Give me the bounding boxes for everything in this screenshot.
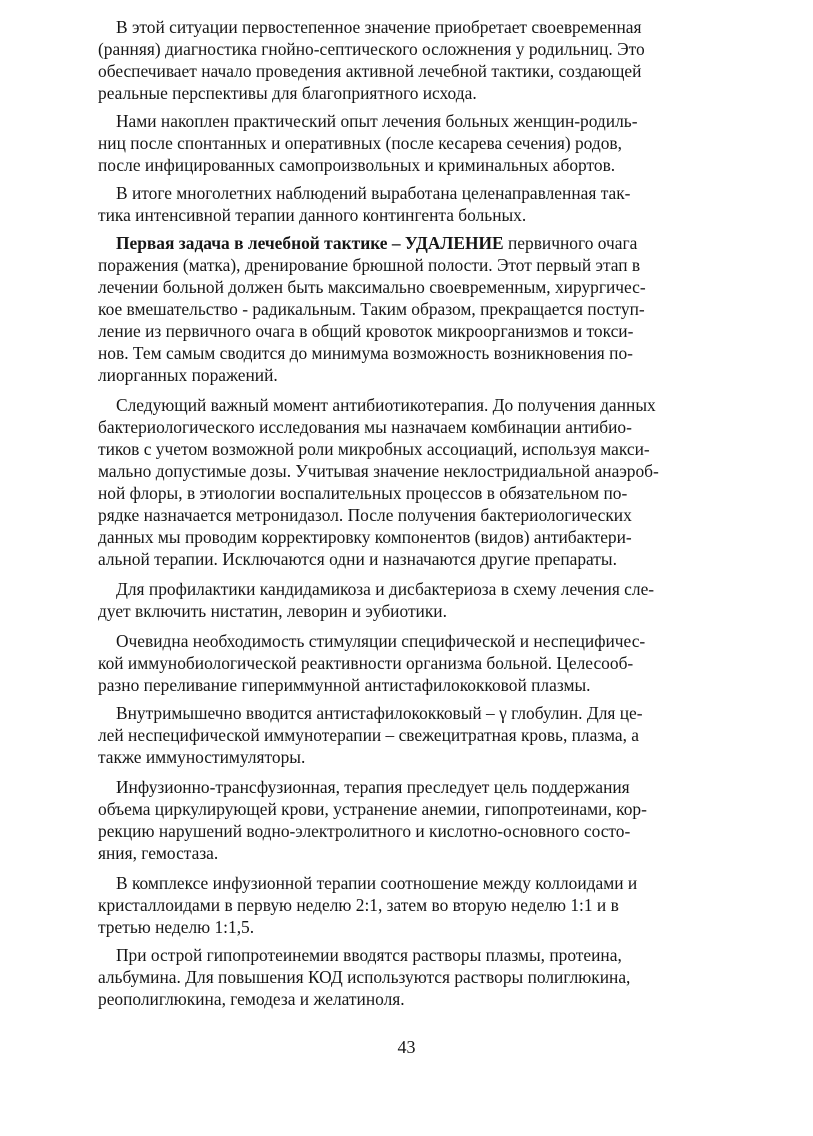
text-line: разно переливание гипериммунной антистафилококковой плазмы. <box>98 675 591 695</box>
text-line: лечении больной должен быть максимально своевременным, хирургичес- <box>98 277 646 297</box>
text-fragment: первичного очага <box>503 233 638 253</box>
text-line: В комплексе инфузионной терапии соотношение между коллоидами и <box>116 873 638 893</box>
text-line: реополиглюкина, гемодеза и желатиноля. <box>98 989 405 1009</box>
text-line: рядке назначается метронидазол. После получения бактериологических <box>98 505 632 525</box>
text-line: В этой ситуации первостепенное значение приобретает своевременная <box>116 17 642 37</box>
text-line: Следующий важный момент антибиотикотерапия. До получения данных <box>116 395 656 415</box>
text-line <box>116 232 637 254</box>
text-line: Для профилактики кандидамикоза и дисбактериоза в схему лечения сле- <box>116 579 655 599</box>
text-line: объема циркулирующей крови, устранение анемии, гипопротеинами, кор- <box>98 799 647 819</box>
text-line: кой иммунобиологической реактивности организма больной. Целесооб- <box>98 653 634 673</box>
text-line: бактериологического исследования мы назначаем комбинации антибио- <box>98 417 632 437</box>
text-line: обеспечивает начало проведения активной лечебной тактики, создающей <box>98 61 642 81</box>
text-line: данных мы проводим корректировку компонентов (видов) антибактери- <box>98 527 632 547</box>
text-line: реальные перспективы для благоприятного исхода. <box>98 83 477 103</box>
page-number: 43 <box>397 1037 416 1057</box>
text-line: Нами накоплен практический опыт лечения больных женщин-родиль- <box>116 111 638 131</box>
text-line: (ранняя) диагностика гнойно-септического осложнения у родильниц. Это <box>98 39 645 59</box>
text-line: Очевидна необходимость стимуляции специфической и неспецифичес- <box>116 631 646 651</box>
text-line: кое вмешательство - радикальным. Таким образом, прекращается поступ- <box>98 299 645 319</box>
text-line: альбумина. Для повышения КОД используются растворы полиглюкина, <box>98 967 631 987</box>
text-line: лиорганных поражений. <box>98 365 278 385</box>
text-line: яния, гемостаза. <box>98 843 219 863</box>
text-line: тика интенсивной терапии данного контингента больных. <box>98 205 527 225</box>
bold-lead-text: Первая задача в лечебной тактике – УДАЛЕНИЕ <box>116 233 504 253</box>
text-line: Инфузионно-трансфузионная, терапия преследует цель поддержания <box>116 777 630 797</box>
text-line: кристаллоидами в первую неделю 2:1, затем во вторую неделю 1:1 и в <box>98 895 619 915</box>
text-line: нов. Тем самым сводится до минимума возможность возникновения по- <box>98 343 633 363</box>
text-line: поражения (матка), дренирование брюшной полости. Этот первый этап в <box>98 255 641 275</box>
text-line: лей неспецифической иммунотерапии – свежецитратная кровь, плазма, а <box>98 725 640 745</box>
text-line: дует включить нистатин, леворин и эубиотики. <box>98 601 447 621</box>
text-line: ной флоры, в этиологии воспалительных процессов в обязательном по- <box>98 483 628 503</box>
text-line: тиков с учетом возможной роли микробных ассоциаций, используя макси- <box>98 439 650 459</box>
text-line: третью неделю 1:1,5. <box>98 917 255 937</box>
text-line: рекцию нарушений водно-электролитного и кислотно-основного состо- <box>98 821 631 841</box>
text-line: мально допустимые дозы. Учитывая значение неклостридиальной анаэроб- <box>98 461 659 481</box>
text-line: также иммуностимуляторы. <box>98 747 306 767</box>
text-line: Внутримышечно вводится антистафилококковый – γ глобулин. Для це- <box>116 703 643 723</box>
text-line: после инфицированных самопроизвольных и криминальных абортов. <box>98 155 616 175</box>
text-line: ление из первичного очага в общий кровоток микроорганизмов и токси- <box>98 321 634 341</box>
text-line: При острой гипопротеинемии вводятся растворы плазмы, протеина, <box>116 945 622 965</box>
text-line: ниц после спонтанных и оперативных (после кесарева сечения) родов, <box>98 133 622 153</box>
text-line: альной терапии. Исключаются одни и назначаются другие препараты. <box>98 549 617 569</box>
text-line: В итоге многолетних наблюдений выработана целенаправленная так- <box>116 183 631 203</box>
